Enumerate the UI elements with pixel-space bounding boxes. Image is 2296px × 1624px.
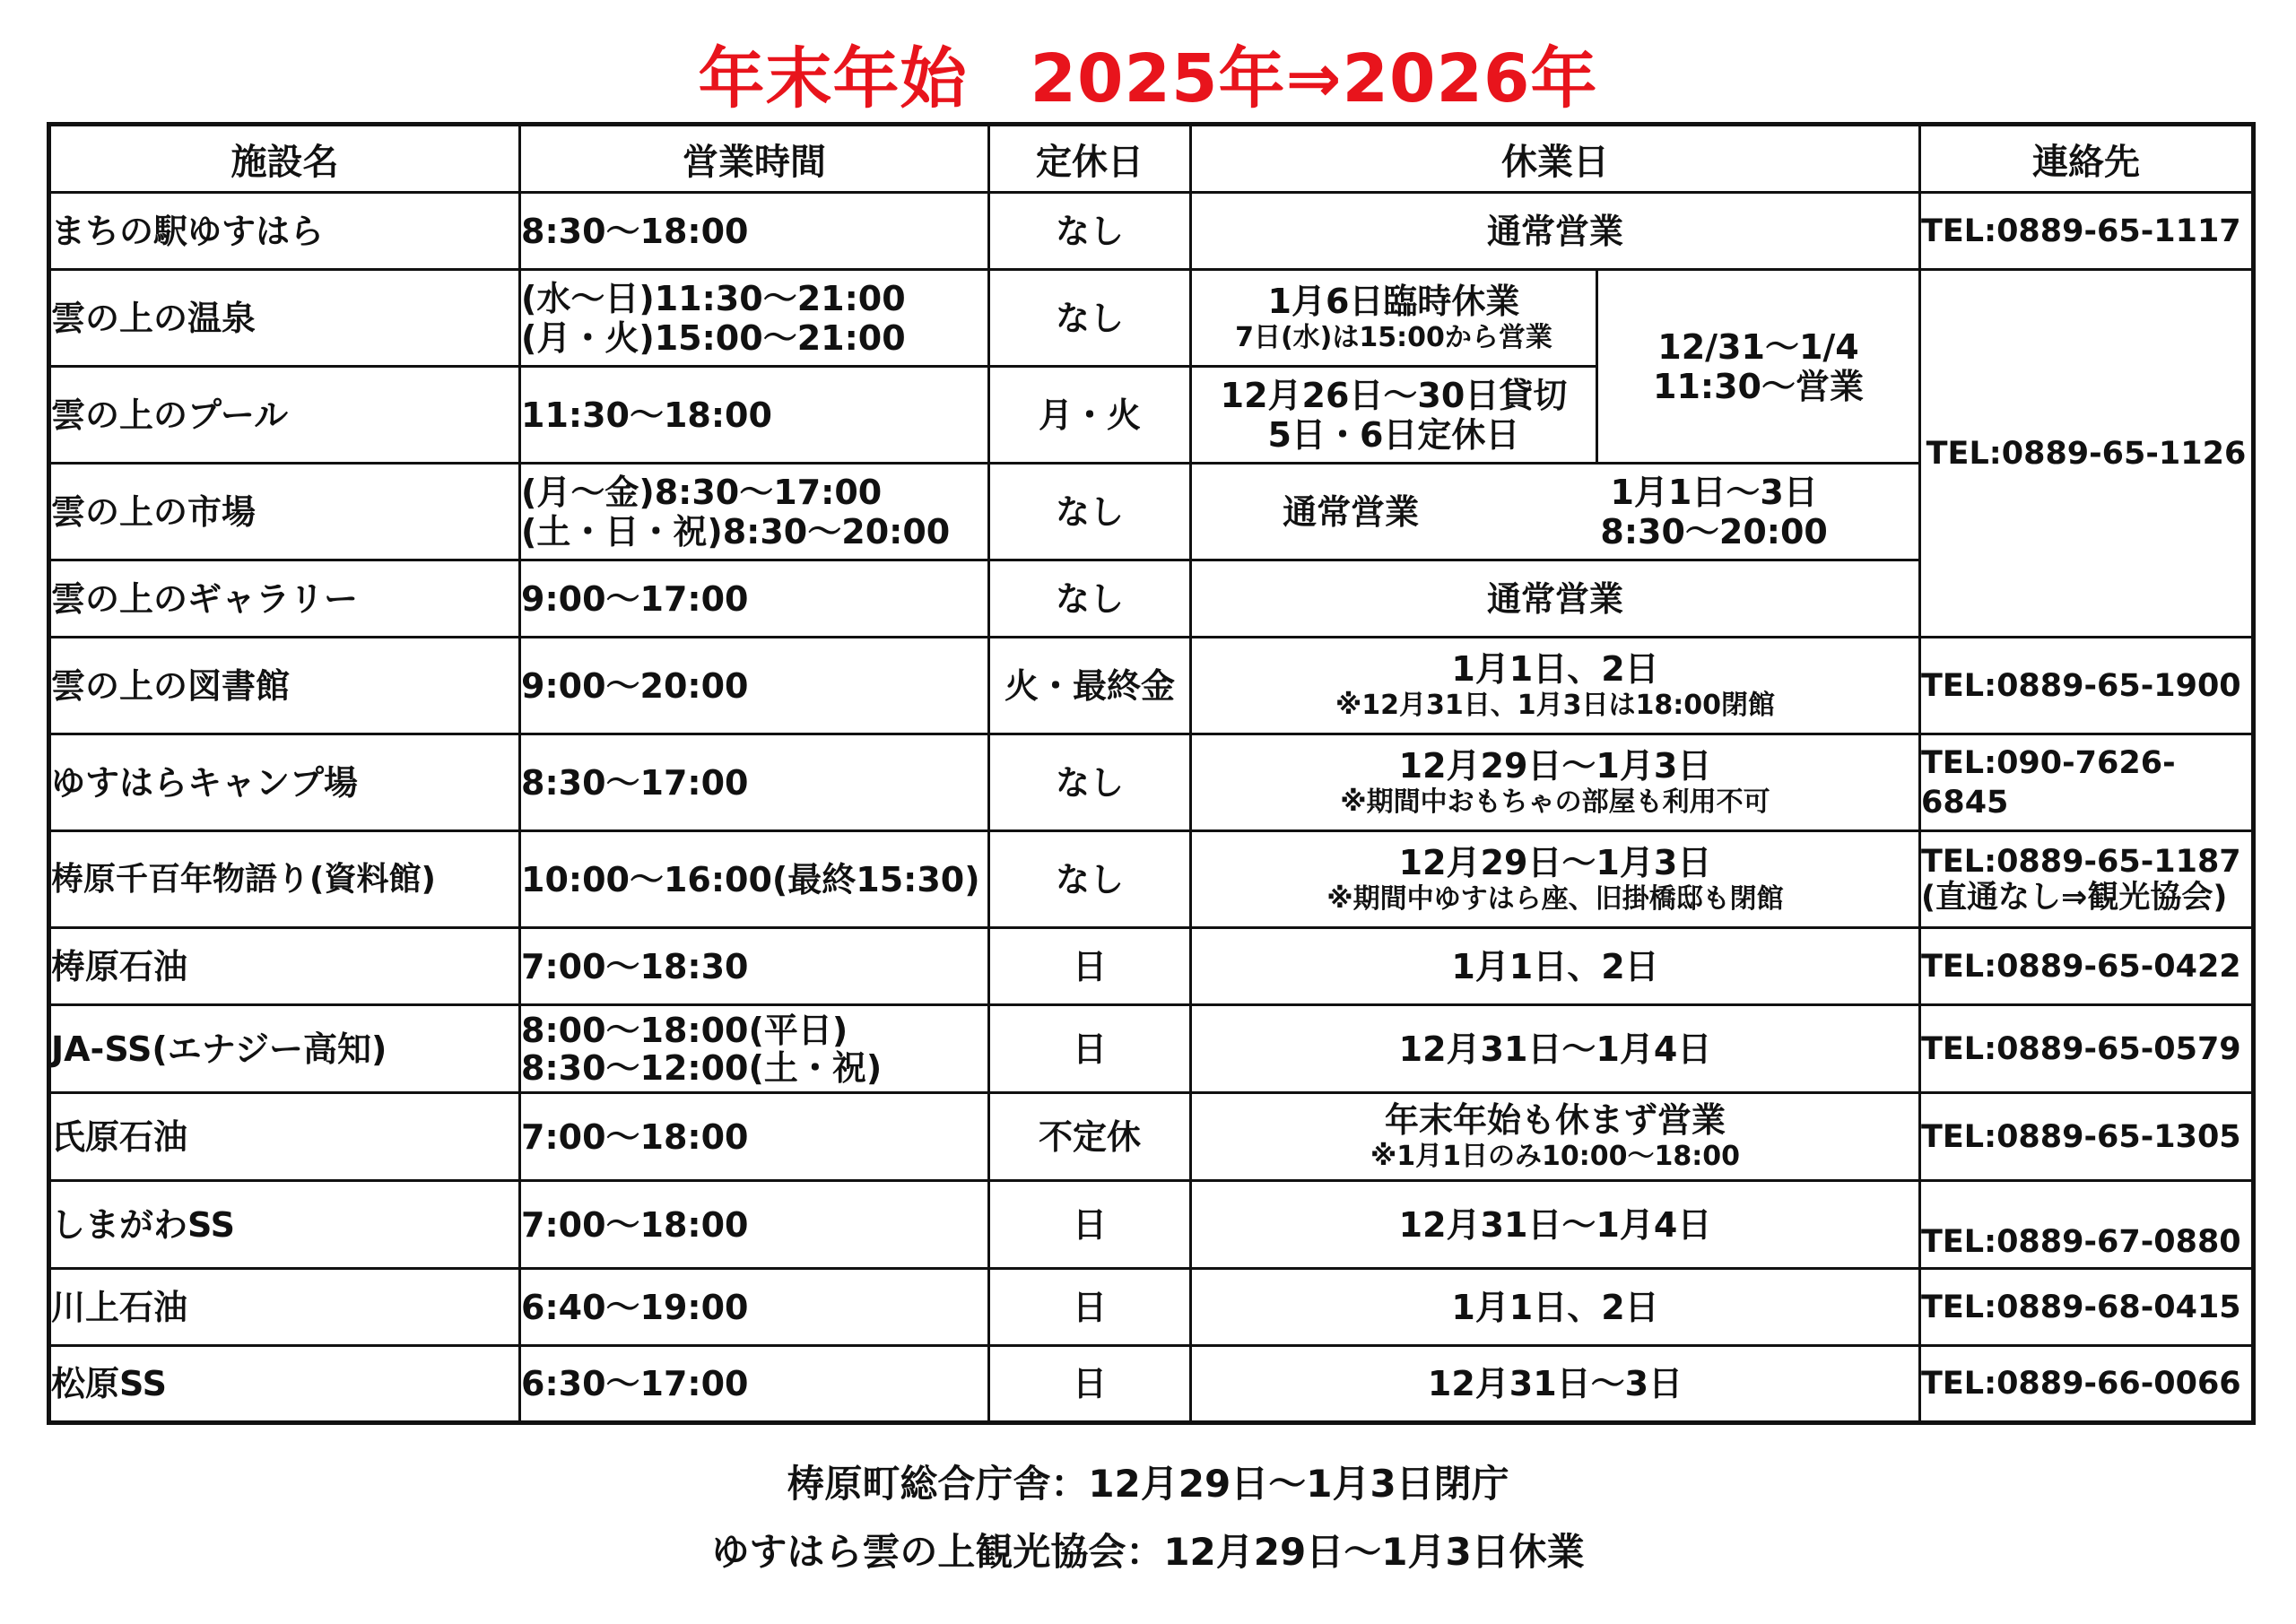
closed-day-cell: なし [989, 734, 1191, 831]
footer-town-office: 梼原町総合庁舎：12月29日〜1月3日閉庁 [787, 1462, 1509, 1506]
holiday-line: 12月29日〜1月3日 [1398, 745, 1712, 786]
hours-cell: 11:30〜18:00 [520, 367, 989, 464]
contact-cell: TEL:090-7626-6845 [1920, 734, 2254, 831]
facility-name: 氏原石油 [49, 1093, 520, 1181]
closed-day-cell: 火・最終金 [989, 638, 1191, 734]
holiday-cell [1191, 1093, 1920, 1181]
table-row [49, 270, 2254, 367]
closed-day-cell: 日 [989, 928, 1191, 1005]
table-row [49, 193, 2254, 270]
hours-cell: 6:30〜17:00 [520, 1346, 989, 1423]
contact-cell: TEL:0889-68-0415 [1920, 1269, 2254, 1346]
holiday-cell [1191, 638, 1920, 734]
facility-name: 梼原千百年物語り(資料館) [49, 831, 520, 928]
holiday-line: 12/31〜1/4 [1657, 326, 1859, 367]
facility-name: 雲の上のギャラリー [49, 560, 520, 638]
closed-day-cell: 月・火 [989, 367, 1191, 464]
hours-line: (月・火)15:00〜21:00 [521, 317, 906, 358]
hours-cell: 7:00〜18:30 [520, 928, 989, 1005]
holiday-cell: 12月31日〜3日 [1191, 1346, 1920, 1423]
holiday-note: 7日(水)は15:00から営業 [1235, 321, 1552, 353]
table-row [49, 1346, 2254, 1423]
facility-name: 雲の上の図書館 [49, 638, 520, 734]
table-row [49, 734, 2254, 831]
hours-cell: 8:30〜18:00 [520, 193, 989, 270]
closed-day-cell: 日 [989, 1269, 1191, 1346]
header-row [49, 125, 2254, 193]
hours-line: 8:30〜12:00(土・祝) [521, 1047, 883, 1088]
table-row [49, 638, 2254, 734]
facility-name: 川上石油 [49, 1269, 520, 1346]
col-header-closed: 定休日 [989, 125, 1191, 193]
title-prefix: 年末年始 [698, 40, 968, 117]
holiday-right [1600, 473, 1827, 551]
holiday-cell [1191, 270, 1597, 367]
holiday-cell: 12月31日〜1月4日 [1191, 1181, 1920, 1269]
hours-cell: 8:30〜17:00 [520, 734, 989, 831]
contact-cell: TEL:0889-65-1305 [1920, 1093, 2254, 1181]
hours-cell: 7:00〜18:00 [520, 1181, 989, 1269]
holiday-line: 11:30〜営業 [1653, 366, 1864, 406]
facility-name: 梼原石油 [49, 928, 520, 1005]
facility-name: 松原SS [49, 1346, 520, 1423]
facility-name: ゆすはらキャンプ場 [49, 734, 520, 831]
closed-day-cell: 日 [989, 1181, 1191, 1269]
contact-cell: TEL:0889-65-1126 [1920, 270, 2254, 638]
facility-name: しまがわSS [49, 1181, 520, 1269]
holiday-line: 1月1日〜3日 [1610, 472, 1818, 512]
closed-day-cell: 不定休 [989, 1093, 1191, 1181]
holiday-cell [1191, 734, 1920, 831]
holiday-cell [1191, 831, 1920, 928]
facility-name: 雲の上のプール [49, 367, 520, 464]
footer-tourism-association: ゆすはら雲の上観光協会：12月29日〜1月3日休業 [711, 1530, 1585, 1574]
hours-cell [520, 1005, 989, 1093]
page-title [0, 34, 2296, 124]
hours-line: (土・日・祝)8:30〜20:00 [521, 511, 951, 551]
contact-cell: TEL:0889-65-1117 [1920, 193, 2254, 270]
closed-day-cell: なし [989, 560, 1191, 638]
table-row [49, 831, 2254, 928]
holiday-line: 1月1日、2日 [1451, 648, 1659, 689]
contact-cell: TEL:0889-65-0422 [1920, 928, 2254, 1005]
table-row [49, 1269, 2254, 1346]
holiday-note: ※12月31日、1月3日は18:00閉館 [1335, 689, 1775, 721]
closed-day-cell: 日 [989, 1005, 1191, 1093]
holiday-cell: 1月1日、2日 [1191, 1269, 1920, 1346]
closed-day-cell: なし [989, 193, 1191, 270]
holiday-cell [1191, 464, 1920, 560]
col-header-contact: 連絡先 [1920, 125, 2254, 193]
holiday-cell: 通常営業 [1191, 560, 1920, 638]
holiday-note: ※1月1日のみ10:00〜18:00 [1370, 1140, 1740, 1172]
holiday-note: ※期間中おもちゃの部屋も利用不可 [1340, 786, 1770, 818]
contact-cell: TEL:0889-67-0880 [1920, 1181, 2254, 1269]
contact-cell: TEL:0889-66-0066 [1920, 1346, 2254, 1423]
holiday-line: 12月29日〜1月3日 [1398, 842, 1712, 882]
hours-cell: 7:00〜18:00 [520, 1093, 989, 1181]
holiday-cell [1191, 367, 1597, 464]
facility-name: 雲の上の市場 [49, 464, 520, 560]
hours-cell [520, 464, 989, 560]
hours-cell [520, 270, 989, 367]
col-header-holiday: 休業日 [1191, 125, 1920, 193]
holiday-left: 通常営業 [1283, 491, 1420, 532]
facility-name: 雲の上の温泉 [49, 270, 520, 367]
holiday-line: 8:30〜20:00 [1600, 511, 1828, 551]
holiday-line: 12月26日〜30日貸切 [1220, 375, 1568, 415]
contact-line: TEL:0889-65-1187 [1921, 843, 2241, 880]
table-row [49, 1093, 2254, 1181]
schedule-table [47, 122, 2256, 1425]
facility-name: まちの駅ゆすはら [49, 193, 520, 270]
closed-day-cell: なし [989, 464, 1191, 560]
closed-day-cell: なし [989, 270, 1191, 367]
shared-holiday-cell [1597, 270, 1920, 464]
contact-note: (直通なし⇒観光協会) [1921, 879, 2228, 916]
col-header-hours: 営業時間 [520, 125, 989, 193]
holiday-cell: 1月1日、2日 [1191, 928, 1920, 1005]
holiday-cell: 通常営業 [1191, 193, 1920, 270]
hours-cell: 6:40〜19:00 [520, 1269, 989, 1346]
closed-day-cell: 日 [989, 1346, 1191, 1423]
hours-line: (水〜日)11:30〜21:00 [521, 278, 906, 318]
holiday-line: 5日・6日定休日 [1267, 414, 1520, 455]
contact-cell: TEL:0889-65-1900 [1920, 638, 2254, 734]
table-row [49, 1005, 2254, 1093]
facility-name: JA-SS(エナジー高知) [49, 1005, 520, 1093]
table-row [49, 1181, 2254, 1269]
hours-cell: 9:00〜20:00 [520, 638, 989, 734]
hours-cell: 10:00〜16:00(最終15:30) [520, 831, 989, 928]
hours-line: 8:00〜18:00(平日) [521, 1010, 848, 1050]
holiday-note: ※期間中ゆすはら座、旧掛橋邸も閉館 [1326, 882, 1784, 915]
holiday-cell: 12月31日〜1月4日 [1191, 1005, 1920, 1093]
closed-day-cell: なし [989, 831, 1191, 928]
holiday-line: 1月6日臨時休業 [1267, 281, 1520, 321]
hours-line: (月〜金)8:30〜17:00 [521, 472, 883, 512]
contact-cell: TEL:0889-65-0579 [1920, 1005, 2254, 1093]
table-row [49, 928, 2254, 1005]
col-header-name: 施設名 [49, 125, 520, 193]
title-years: 2025年⇒2026年 [1030, 40, 1598, 117]
contact-cell [1920, 831, 2254, 928]
holiday-line: 年末年始も休まず営業 [1384, 1099, 1726, 1140]
hours-cell: 9:00〜17:00 [520, 560, 989, 638]
